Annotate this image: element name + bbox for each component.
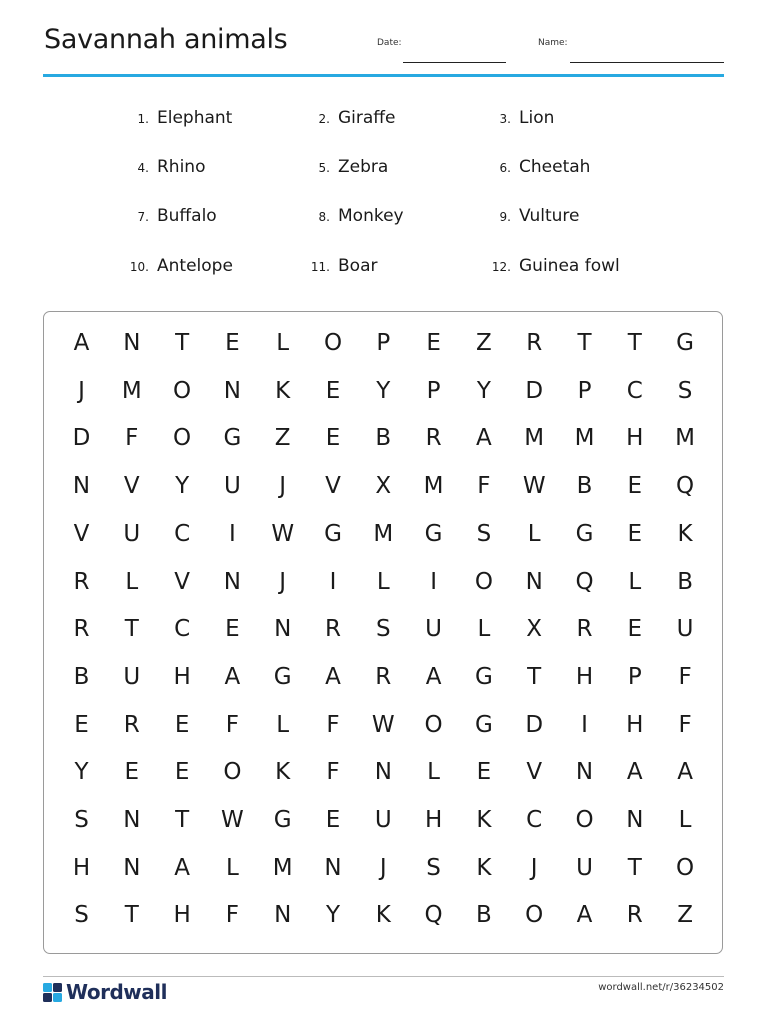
grid-letter: S (74, 902, 89, 929)
grid-letter: T (577, 330, 592, 356)
grid-letter: U (425, 616, 443, 643)
grid-letter: C (526, 807, 543, 833)
word-text: Elephant (157, 108, 233, 128)
grid-letter: N (274, 616, 292, 643)
word-list-item (318, 108, 396, 128)
grid-letter: N (123, 330, 141, 356)
grid-letter: X (526, 616, 543, 643)
grid-letter: H (575, 663, 594, 690)
grid-letter: B (476, 902, 492, 929)
grid-letter: G (324, 520, 342, 547)
grid-letter: S (74, 807, 89, 833)
date-label: Date: (377, 38, 402, 48)
word-list-item (318, 206, 404, 226)
grid-letter: F (326, 759, 340, 786)
grid-letter: A (73, 330, 90, 356)
grid-letter: O (474, 568, 493, 595)
grid-letter: B (73, 663, 90, 690)
word-text: Lion (519, 108, 555, 128)
grid-letter: H (72, 854, 91, 881)
grid-letter: D (72, 425, 91, 452)
grid-letter: H (173, 902, 191, 929)
grid-letter: N (72, 473, 91, 500)
grid-letter: S (476, 520, 492, 547)
grid-letter: E (627, 473, 643, 500)
grid-letter: F (326, 711, 340, 738)
grid-letter: M (675, 425, 696, 452)
grid-letter: R (123, 711, 140, 738)
grid-letter: O (223, 759, 242, 786)
grid-letter: J (379, 854, 387, 881)
grid-letter: A (576, 902, 593, 929)
word-text: Zebra (338, 157, 389, 177)
grid-letter: Y (74, 759, 89, 786)
grid-letter: O (676, 854, 695, 881)
grid-letter: U (374, 807, 392, 833)
word-number: 10. (129, 260, 149, 274)
grid-letter: K (476, 854, 492, 881)
grid-letter: H (626, 425, 644, 452)
grid-letter: L (276, 330, 290, 356)
grid-letter: E (174, 711, 190, 738)
grid-letter: A (174, 854, 190, 881)
grid-letter: K (275, 377, 291, 404)
grid-letter: N (223, 568, 241, 595)
word-number: 5. (318, 161, 330, 175)
grid-letter: M (272, 854, 293, 881)
grid-letter: Q (575, 568, 594, 595)
word-search-grid (43, 311, 723, 954)
grid-letter: G (474, 711, 493, 738)
word-number: 2. (318, 112, 330, 126)
logo-square-2 (53, 983, 62, 992)
word-number: 1. (137, 112, 149, 126)
page-title: Savannah animals (44, 24, 288, 55)
grid-letter: O (575, 807, 594, 833)
word-number: 4. (137, 161, 149, 175)
grid-letter: N (123, 807, 141, 833)
grid-letter: R (626, 902, 643, 929)
grid-letter: K (375, 902, 391, 929)
word-list-item (310, 256, 378, 276)
grid-letter: Z (274, 425, 291, 452)
word-text: Boar (338, 256, 378, 276)
word-list-item (137, 206, 217, 226)
grid-letter: N (223, 377, 241, 404)
grid-letter: N (274, 902, 292, 929)
grid-letter: L (225, 854, 239, 881)
grid-letter: S (677, 377, 693, 404)
word-list-item (137, 108, 233, 128)
grid-letter: D (525, 711, 544, 738)
grid-letter: I (228, 520, 236, 547)
grid-letter: D (525, 377, 544, 404)
grid-letter: O (323, 330, 343, 356)
grid-letter: U (576, 854, 593, 881)
grid-letter: T (124, 616, 139, 643)
word-number: 3. (499, 112, 511, 126)
grid-letter: G (273, 663, 292, 690)
grid-letter: M (423, 473, 444, 500)
grid-letter: T (175, 330, 190, 356)
grid-letter: A (626, 759, 643, 786)
grid-letter: Q (676, 473, 695, 500)
word-text: Vulture (519, 206, 580, 226)
grid-letter: A (224, 663, 241, 690)
grid-letter: N (626, 807, 644, 833)
grid-letter: H (173, 663, 191, 690)
grid-letter: A (325, 663, 341, 690)
grid-letter: T (527, 663, 542, 690)
grid-letter: Y (175, 473, 190, 500)
grid-letter: L (628, 568, 642, 595)
grid-letter: R (375, 663, 392, 690)
grid-letter: M (373, 520, 394, 547)
grid-letter: L (678, 807, 692, 833)
grid-letter: E (124, 759, 140, 786)
grid-letter: E (627, 616, 643, 643)
word-list-item (491, 256, 620, 276)
grid-letter: A (677, 759, 693, 786)
grid-letter: R (526, 330, 543, 356)
grid-letter: I (581, 711, 588, 738)
grid-letter: P (627, 663, 642, 690)
grid-letter: E (627, 520, 643, 547)
grid-letter: Y (476, 377, 491, 404)
grid-letter: T (175, 807, 190, 833)
grid-letter: M (524, 425, 545, 452)
grid-letter: P (426, 377, 441, 404)
grid-letter: H (424, 807, 443, 833)
grid-letter: G (474, 663, 493, 690)
word-list-item (499, 157, 591, 177)
grid-letter: Y (325, 902, 341, 929)
grid-letter: V (123, 473, 140, 500)
grid-letter: J (279, 568, 287, 595)
grid-letter: B (375, 425, 392, 452)
grid-letter: E (74, 711, 89, 738)
logo-square-4 (53, 993, 62, 1002)
grid-letter: U (123, 520, 141, 547)
grid-letter: P (577, 377, 592, 404)
grid-letter: W (271, 520, 295, 547)
word-text: Antelope (157, 256, 233, 276)
grid-letter: J (530, 854, 538, 881)
grid-letter: L (427, 759, 440, 786)
grid-letter: Y (376, 377, 391, 404)
grid-letter: X (375, 473, 392, 500)
word-text: Cheetah (519, 157, 591, 177)
grid-letter: K (677, 520, 693, 547)
grid-letter: N (374, 759, 392, 786)
grid-letter: E (325, 807, 341, 833)
grid-letter: K (275, 759, 291, 786)
wordwall-logo-icon (43, 983, 62, 1002)
grid-letter: N (324, 854, 342, 881)
grid-letter: Z (476, 330, 492, 356)
word-number: 12. (491, 260, 511, 274)
grid-letter: F (678, 663, 692, 690)
grid-letter: Q (424, 902, 443, 929)
word-list-item (499, 206, 580, 226)
grid-letter: E (174, 759, 190, 786)
grid-letter: B (576, 473, 593, 500)
grid-letter: F (225, 711, 239, 738)
word-list-item (499, 108, 555, 128)
grid-letter: E (426, 330, 441, 356)
grid-letter: G (424, 520, 443, 547)
grid-letter: U (676, 616, 694, 643)
word-text: Buffalo (157, 206, 217, 226)
word-list-item (137, 157, 206, 177)
grid-letter: R (73, 568, 90, 595)
grid-letter: F (678, 711, 692, 738)
grid-letter: G (223, 425, 242, 452)
grid-letter: B (677, 568, 693, 595)
wordwall-logo (43, 981, 167, 1003)
grid-letter: G (575, 520, 594, 547)
grid-letter: V (73, 520, 90, 547)
name-label: Name: (538, 38, 568, 48)
grid-letter: K (476, 807, 492, 833)
word-text: Guinea fowl (519, 256, 620, 276)
grid-letter: C (626, 377, 643, 404)
footer-divider (43, 976, 724, 977)
grid-letter: V (325, 473, 341, 500)
grid-letter: M (121, 377, 142, 404)
grid-letter: W (522, 473, 546, 500)
word-text: Rhino (157, 157, 206, 177)
grid-letter: I (329, 568, 337, 595)
grid-letter: E (325, 425, 341, 452)
grid-letter: N (123, 854, 141, 881)
logo-text: Wordwall (66, 980, 167, 1004)
grid-letter: W (371, 711, 395, 738)
grid-letter: G (676, 330, 694, 356)
grid-letter: V (174, 568, 190, 595)
grid-letter: Z (677, 902, 693, 929)
grid-letter: R (73, 616, 90, 643)
grid-letter: L (125, 568, 139, 595)
grid-letter: U (123, 663, 141, 690)
grid-letter: N (525, 568, 543, 595)
word-list (0, 0, 768, 290)
grid-letter: S (375, 616, 391, 643)
grid-letter: G (273, 807, 292, 833)
grid-letter: O (173, 377, 192, 404)
grid-letter: C (174, 520, 191, 547)
word-number: 6. (499, 161, 511, 175)
grid-letter: L (276, 711, 290, 738)
grid-letter: J (279, 473, 287, 500)
grid-letter: O (525, 902, 544, 929)
grid-letter: E (225, 330, 240, 356)
grid-letter: A (476, 425, 492, 452)
logo-square-1 (43, 983, 52, 992)
word-text: Monkey (338, 206, 404, 226)
grid-letter: I (430, 568, 437, 595)
word-number: 7. (137, 210, 149, 224)
grid-letter: L (527, 520, 541, 547)
grid-letter: N (575, 759, 594, 786)
word-list-item (129, 256, 233, 276)
grid-letter: U (223, 473, 241, 500)
grid-letter: E (225, 616, 240, 643)
grid-letter: R (425, 425, 442, 452)
grid-letter: O (424, 711, 443, 738)
grid-letter: T (627, 330, 642, 356)
grid-letter: T (124, 902, 139, 929)
grid-letter: F (125, 425, 139, 452)
grid-letter: V (526, 759, 543, 786)
grid-letter: O (173, 425, 192, 452)
word-text: Giraffe (338, 108, 396, 128)
grid-letter: L (376, 568, 390, 595)
word-list-item (318, 157, 389, 177)
word-number: 9. (499, 210, 511, 224)
grid-letter: A (425, 663, 442, 690)
grid-letter: E (476, 759, 492, 786)
grid-letter: C (174, 616, 191, 643)
grid-letter: P (376, 330, 391, 356)
grid-letter: J (78, 377, 85, 404)
logo-square-3 (43, 993, 52, 1002)
grid-letter: F (225, 902, 239, 929)
grid-letter: M (574, 425, 595, 452)
grid-letter: S (426, 854, 441, 881)
grid-letter: W (221, 807, 244, 833)
grid-letter: L (477, 616, 491, 643)
grid-letter: T (627, 854, 642, 881)
grid-letter: R (325, 616, 341, 643)
grid-letter: H (626, 711, 644, 738)
grid-letter: F (477, 473, 491, 500)
grid-letter: R (576, 616, 593, 643)
footer-url: wordwall.net/r/36234502 (598, 982, 724, 993)
word-number: 11. (310, 260, 330, 274)
word-number: 8. (318, 210, 330, 224)
grid-letter: E (325, 377, 341, 404)
